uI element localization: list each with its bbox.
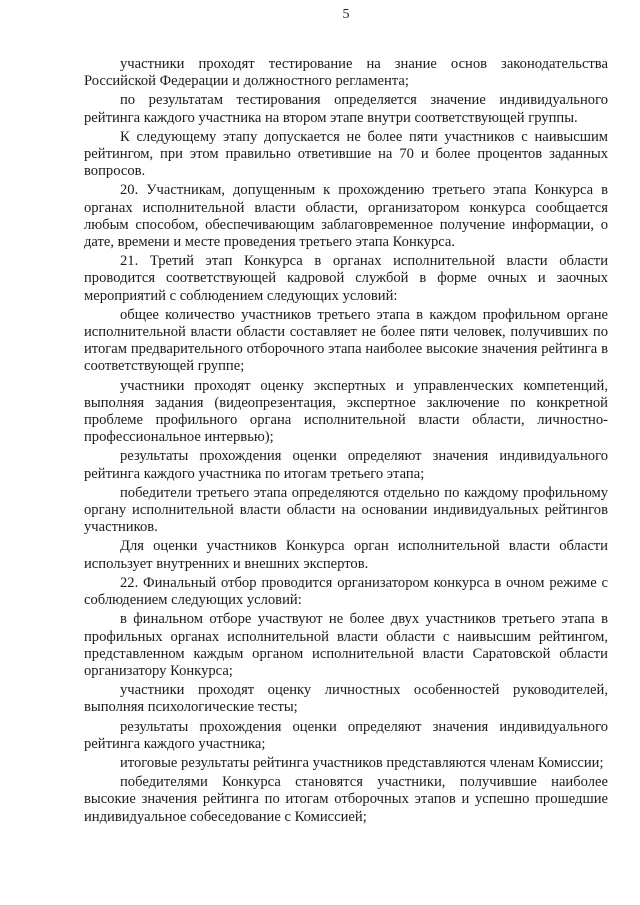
paragraph: 22. Финальный отбор проводится организатором конкурса в очном режиме с соблюдением следующих условий: — [84, 574, 608, 609]
paragraph: результаты прохождения оценки определяют значения индивидуального рейтинга каждого участника по итогам третьего этапа; — [84, 448, 608, 482]
paragraph: результаты прохождения оценки определяют значения индивидуального рейтинга каждого участника; — [84, 718, 608, 752]
paragraph: 20. Участникам, допущенным к прохождению третьего этапа Конкурса в органах исполнительной власти области, организатором конкурса сообщается любым способом, обеспечивающим заблаговременное получение информации, о дате, времени и месте проведения третьего этапа Конкурса. — [84, 182, 608, 251]
paragraph: К следующему этапу допускается не более пяти участников с наивысшим рейтингом, при этом правильно ответившие на 70 и более процентов заданных вопросов. — [84, 128, 608, 180]
document-body — [84, 56, 608, 828]
page-number: 5 — [342, 7, 350, 22]
paragraph: по результатам тестирования определяется значение индивидуального рейтинга каждого участника на втором этапе внутри соответствующей группы. — [84, 92, 608, 126]
paragraph: в финальном отборе участвуют не более двух участников третьего этапа в профильных органах исполнительной власти области с наивысшим рейтингом, представленном каждым органом исполнительной власти Саратовской области организатору Конкурса; — [84, 611, 608, 679]
paragraph: общее количество участников третьего этапа в каждом профильном органе исполнительной власти области составляет не более пяти человек, получивших по итогам предварительного отборочного этапа наиболее высокие значения рейтинга в соответствующей группе; — [84, 306, 608, 375]
paragraph: 21. Третий этап Конкурса в органах исполнительной власти области проводится соответствующей кадровой службой в форме очных и заочных мероприятий с соблюдением следующих условий: — [84, 253, 608, 304]
paragraph: победителями Конкурса становятся участники, получившие наиболее высокие значения рейтинга по итогам отборочных этапов и успешно прошедшие индивидуальное собеседование с Комиссией; — [84, 774, 608, 825]
paragraph: итоговые результаты рейтинга участников представляются членам Комиссии; — [120, 754, 604, 771]
paragraph: Для оценки участников Конкурса орган исполнительной власти области использует внутренних и внешних экспертов. — [84, 538, 608, 572]
paragraph: участники проходят оценку личностных особенностей руководителей, выполняя психологические тесты; — [84, 682, 608, 716]
paragraph: участники проходят тестирование на знание основ законодательства Российской Федерации и должностного регламента; — [84, 56, 608, 90]
paragraph: победители третьего этапа определяются отдельно по каждому профильному органу исполнительной власти области на основании индивидуальных рейтингов участников. — [84, 484, 608, 536]
paragraph: участники проходят оценку экспертных и управленческих компетенций, выполняя задания (видеопрезентация, экспертное заключение по конкретной проблеме профильного органа исполнительной власти области, личностно-профессиональное интервью); — [84, 377, 608, 446]
